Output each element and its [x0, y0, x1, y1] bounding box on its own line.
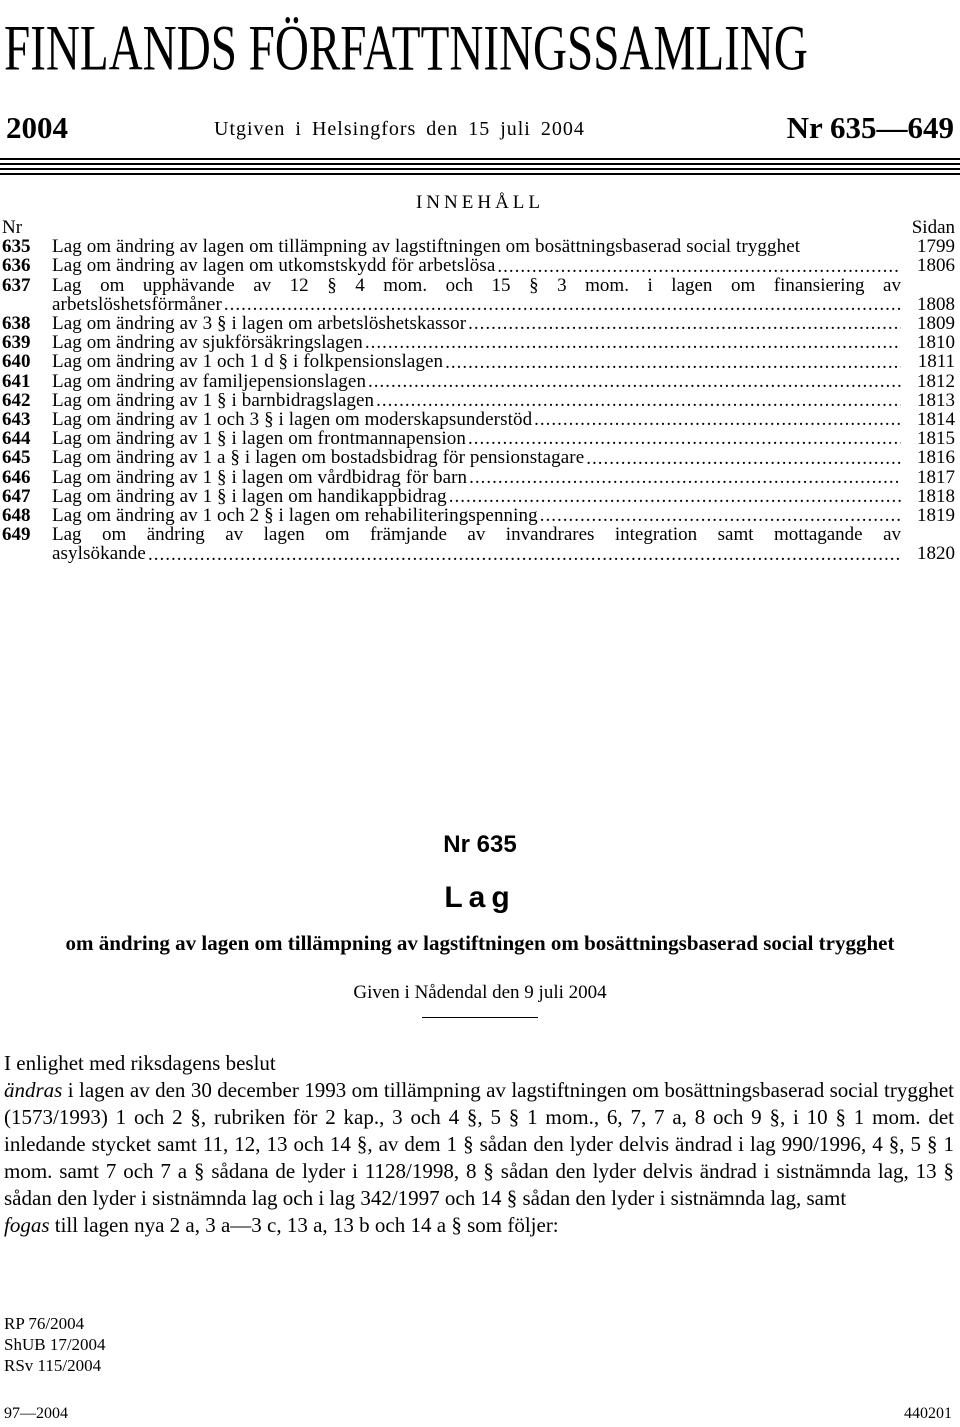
toc-entry-number: 636 [2, 255, 31, 277]
issue-number: Nr 635—649 [786, 110, 954, 145]
toc-entry-number: 648 [2, 505, 31, 527]
toc-entry[interactable] [2, 372, 955, 391]
toc-entry-title: Lag om ändring av 1 § i barnbidragslagen [52, 389, 375, 411]
toc-entry-title: Lag om ändring av sjukförsäkringslagen [52, 332, 363, 354]
toc-entry[interactable] [2, 410, 955, 429]
footer-left: 97—2004 [4, 1405, 68, 1422]
reference-item: RSv 115/2004 [4, 1356, 102, 1375]
toc-entry-page: 1811 [917, 351, 955, 373]
toc-leader-dots [365, 333, 901, 352]
issue-year: 2004 [6, 110, 68, 145]
issue-header [0, 108, 960, 148]
toc-entry[interactable] [2, 333, 955, 352]
masthead-title: FINLANDS FÖRFATTNINGSSAMLING [4, 12, 808, 84]
law-amend-text: i lagen av den 30 december 1993 om tillämpning av lagstiftningen om bosättningsbaserad social trygghet (1573/1993) 1 och 2 §, rubriken för 2 kap., 3 och 4 §, 5 § 1 mom., 6, 7, 7 a, 8 och 9 §, i 10 § 1 mom. det inledande stycket samt 11, 12, 13 och 14 §, av dem 1 § sådan den lyder delvis ändrad i lag 990/1996, 4 §, 5 § 1 mom. samt 7 och 7 a § sådana de lyder i 1128/1998, 8 § sådan den lyder delvis ändrad i sistnämnda lag, 13 § sådan den lyder i sistnämnda lag och i lag 342/1997 och 14 § sådan den lyder i sistnämnda lag, samt [4, 1078, 954, 1210]
law-add-text: till lagen nya 2 a, 3 a—3 c, 13 a, 13 b och 14 a § som följer: [49, 1213, 559, 1237]
toc-entry[interactable] [2, 352, 955, 371]
toc-entry-title: Lag om upphävande av 12 § 4 mom. och 15 § 3 mom. i lagen om finansiering av [52, 274, 901, 296]
toc-entry-page: 1813 [917, 389, 955, 411]
legislative-references [4, 1313, 106, 1376]
toc-col-nr: Nr [2, 217, 23, 238]
reference-item: ShUB 17/2004 [4, 1335, 106, 1354]
masthead [4, 6, 956, 84]
table-of-contents [2, 218, 955, 564]
toc-entry-number: 644 [2, 428, 31, 450]
toc-entry-number: 643 [2, 409, 31, 431]
footer-right: 440201 [904, 1405, 952, 1422]
toc-entry[interactable] [2, 448, 955, 467]
toc-entry-page: 1819 [917, 505, 955, 527]
toc-entry[interactable] [2, 525, 955, 563]
toc-leader-dots [468, 429, 901, 448]
toc-leader-dots [449, 487, 901, 506]
toc-col-page: Sidan [911, 217, 955, 238]
law-amend-keyword: ändras [4, 1078, 63, 1102]
header-rules [0, 158, 960, 178]
toc-entry-number: 642 [2, 389, 31, 411]
toc-entry-title: Lag om ändring av 1 a § i lagen om bostadsbidrag för pensionstagare [52, 447, 585, 469]
toc-leader-dots [540, 506, 901, 525]
toc-leader-dots [368, 372, 901, 391]
law-add-paragraph [4, 1212, 954, 1239]
toc-entry[interactable] [2, 429, 955, 448]
toc-entry-page: 1816 [917, 447, 955, 469]
law-amend-paragraph [4, 1077, 954, 1212]
toc-entry-title: Lag om ändring av 1 och 2 § i lagen om rehabiliteringspenning [52, 505, 538, 527]
toc-entry-title: Lag om ändring av 1 och 3 § i lagen om moderskapsunderstöd [52, 409, 533, 431]
toc-entry-number: 647 [2, 485, 31, 507]
toc-entry[interactable] [2, 256, 955, 275]
toc-leader-dots [445, 353, 901, 372]
toc-entry-number: 639 [2, 332, 31, 354]
law-type-heading: Lag [444, 881, 516, 914]
toc-entry-title: Lag om ändring av 1 och 1 d § i folkpensionslagen [52, 351, 444, 373]
toc-leader-dots [468, 314, 901, 333]
toc-entry-title: Lag om ändring av 1 § i lagen om frontmannapension [52, 428, 466, 450]
toc-leader-dots [497, 257, 901, 276]
law-body [4, 1050, 954, 1239]
law-number: Nr 635 [443, 831, 517, 858]
toc-column-headers [2, 218, 955, 237]
toc-entry-page: 1808 [917, 293, 955, 315]
header-rule [0, 168, 960, 170]
toc-entry-title: Lag om ändring av familjepensionslagen [52, 370, 367, 392]
toc-entry-title-continued: arbetslöshetsförmåner [52, 293, 222, 315]
toc-entry-number: 641 [2, 370, 31, 392]
header-rule [0, 173, 960, 175]
toc-entry[interactable] [2, 468, 955, 487]
toc-entry-number: 645 [2, 447, 31, 469]
toc-entry[interactable] [2, 314, 955, 333]
toc-entry-title: Lag om ändring av lagen om främjande av invandrares integration samt mottagande av [52, 524, 901, 546]
law-intro: I enlighet med riksdagens beslut [4, 1051, 276, 1075]
toc-entry-title: Lag om ändring av 1 § i lagen om vårdbidrag för barn [52, 466, 468, 488]
toc-entry-title: Lag om ändring av lagen om tillämpning av lagstiftningen om bosättningsbaserad social trygghet [52, 236, 801, 258]
toc-entry-page: 1812 [917, 370, 955, 392]
toc-entry[interactable] [2, 237, 955, 256]
issue-published-line: Utgiven i Helsingfors den 15 juli 2004 [214, 118, 585, 140]
toc-entry[interactable] [2, 487, 955, 506]
toc-entry-title: Lag om ändring av 3 § i lagen om arbetslöshetskassor [52, 313, 467, 335]
toc-heading: INNEHÅLL [415, 192, 545, 213]
toc-entry-page: 1815 [917, 428, 955, 450]
toc-entry-number: 646 [2, 466, 31, 488]
toc-entry-number: 637 [2, 274, 31, 296]
toc-leader-dots [586, 449, 901, 468]
law-given-line: Given i Nådendal den 9 juli 2004 [353, 982, 607, 1003]
toc-entry-number: 635 [2, 236, 31, 258]
header-rule [0, 163, 960, 165]
reference-item: RP 76/2004 [4, 1314, 85, 1333]
toc-entry-page: 1799 [917, 236, 955, 258]
toc-entry-title: Lag om ändring av lagen om utkomstskydd för arbetslösa [52, 255, 496, 277]
toc-entry[interactable] [2, 276, 955, 314]
toc-leader-dots [534, 410, 901, 429]
toc-entry-title-continued: asylsökande [52, 543, 146, 565]
toc-entry-number: 649 [2, 524, 31, 546]
toc-entry-number: 638 [2, 313, 31, 335]
toc-entry-page: 1814 [917, 409, 955, 431]
law-add-keyword: fogas [4, 1213, 50, 1237]
toc-entry-page: 1818 [917, 485, 955, 507]
law-title: om ändring av lagen om tillämpning av lagstiftningen om bosättningsbaserad social trygghet [65, 931, 895, 955]
header-rule [0, 158, 960, 160]
toc-entry-page: 1810 [917, 332, 955, 354]
toc-entry-number: 640 [2, 351, 31, 373]
toc-entry-page: 1820 [917, 543, 955, 565]
toc-leader-dots [224, 295, 901, 314]
toc-entry-page: 1817 [917, 466, 955, 488]
toc-entry-page: 1809 [917, 313, 955, 335]
toc-leader-dots [148, 545, 901, 564]
law-divider [422, 1017, 538, 1018]
toc-entry[interactable] [2, 506, 955, 525]
toc-leader-dots [469, 468, 901, 487]
toc-entry-title: Lag om ändring av 1 § i lagen om handikappbidrag [52, 485, 447, 507]
toc-entry-page: 1806 [917, 255, 955, 277]
toc-entry[interactable] [2, 391, 955, 410]
toc-leader-dots [376, 391, 901, 410]
